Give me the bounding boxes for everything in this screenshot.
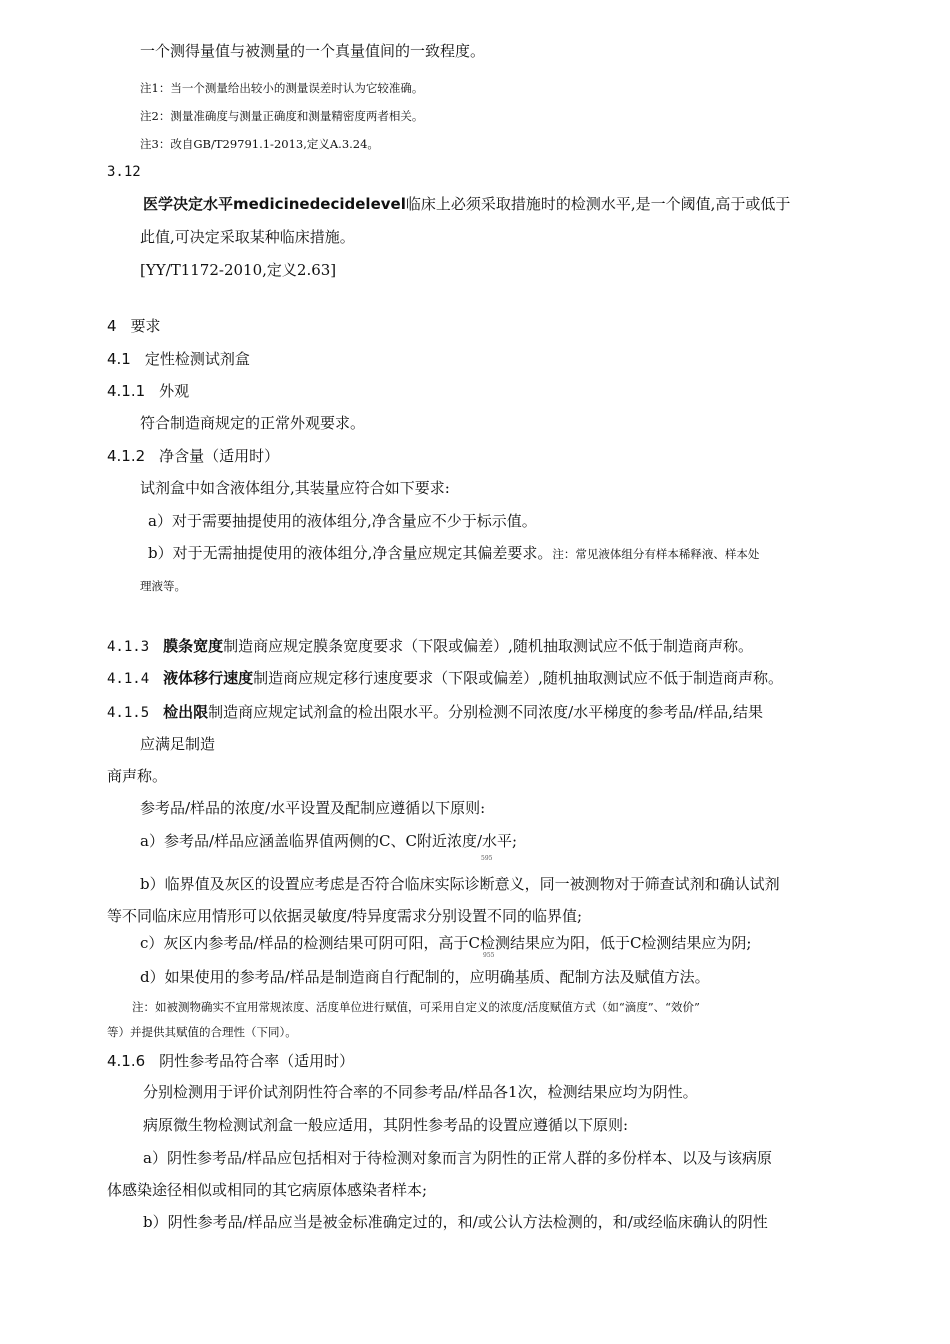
term-definition: 临床上必须采取措施时的检测水平,是一个阈值,高于或低于 (405, 195, 791, 213)
list-item-4-1-5-a: a）参考品/样品应涵盖临界值两侧的C、C附近浓度/水平; (140, 832, 518, 850)
paragraph-4-1-6-a: 分别检测用于评价试剂阴性符合率的不同参考品/样品各1次，检测结果应均为阴性。 (143, 1083, 698, 1101)
section-4-1-5-cont-1: 应满足制造 (140, 735, 216, 753)
list-item-4-1-5-b: b）临界值及灰区的设置应考虑是否符合临床实际诊断意义，同一被测物对于筛查试剂和确认试剂 (140, 875, 780, 893)
list-item-4-1-2-a: a）对于需要抽提使用的液体组分,净含量应不少于标示值。 (148, 512, 537, 530)
term-3-12-line1 (143, 194, 790, 214)
section-number-3-12: 3.12 (107, 164, 141, 180)
paragraph-4-1-1: 符合制造商规定的正常外观要求。 (140, 414, 366, 432)
subscript-955: 955 (483, 952, 495, 959)
definition-line: 一个测得量值与被测量的一个真量值间的一致程度。 (140, 42, 486, 60)
list-item-4-1-5-c: c）灰区内参考品/样品的检测结果可阴可阳，高于C检测结果应为阳，低于C检测结果应为阴; (140, 934, 752, 952)
inline-note: 注：常见液体组分有样本稀释液、样本处 (552, 547, 760, 561)
list-item-4-1-2-b: b）对于无需抽提使用的液体组分,净含量应规定其偏差要求。注：常见液体组分有样本稀释液、样本处 (148, 544, 760, 562)
list-item-4-1-6-a: a）阴性参考品/样品应包括相对于待检测对象而言为阴性的正常人群的多份样本、以及与该病原 (143, 1149, 773, 1167)
section-4-1-5-cont-2: 商声称。 (107, 767, 168, 785)
note-1: 注1：当一个测量给出较小的测量误差时认为它较准确。 (140, 81, 424, 95)
list-item-4-1-6-a-cont: 体感染途径相似或相同的其它病原体感染者样本; (107, 1181, 428, 1199)
note-3: 注3：改自GB/T29791.1-2013,定义A.3.24。 (140, 137, 379, 151)
term-name: 医学决定水平medicinedecidelevel (143, 195, 406, 213)
section-4-1-5: 4.1.5 检出限制造商应规定试剂盒的检出限水平。分别检测不同浓度/水平梯度的参考品/样品,结果 (107, 703, 764, 721)
section-4-heading: 4 要求 (107, 317, 161, 335)
subscript-595: 595 (481, 855, 493, 862)
section-4-1-6-heading: 4.1.6 阴性参考品符合率（适用时） (107, 1052, 355, 1070)
note-4-1-5-cont: 等）并提供其赋值的合理性（下同）。 (107, 1025, 297, 1039)
section-4-1-1-heading: 4.1.1 外观 (107, 382, 190, 400)
list-item-4-1-6-b: b）阴性参考品/样品应当是被金标准确定过的，和/或公认方法检测的，和/或经临床确认的阴性 (143, 1213, 768, 1231)
paragraph-4-1-6-b: 病原微生物检测试剂盒一般应适用，其阴性参考品的设置应遵循以下原则: (143, 1116, 629, 1134)
list-item-4-1-5-b-cont: 等不同临床应用情形可以依据灵敏度/特异度需求分别设置不同的临界值; (107, 907, 583, 925)
section-4-1-2-heading: 4.1.2 净含量（适用时） (107, 447, 280, 465)
note-4-1-5: 注：如被测物确实不宜用常规浓度、活度单位进行赋值，可采用自定义的浓度/活度赋值方式（如“滴度”、“效价” (132, 1000, 700, 1014)
paragraph-principles: 参考品/样品的浓度/水平设置及配制应遵循以下原则: (140, 799, 486, 817)
list-item-4-1-5-d: d）如果使用的参考品/样品是制造商自行配制的，应明确基质、配制方法及赋值方法。 (140, 968, 710, 986)
inline-note-continued: 理液等。 (140, 579, 186, 593)
term-3-12-line2: 此值,可决定采取某种临床措施。 (140, 228, 355, 246)
section-4-1-4: 4.1.4 液体移行速度制造商应规定移行速度要求（下限或偏差）,随机抽取测试应不低于制造商声称。 (107, 669, 783, 687)
paragraph-4-1-2: 试剂盒中如含液体组分,其装量应符合如下要求: (140, 479, 450, 497)
section-4-1-heading: 4.1 定性检测试剂盒 (107, 350, 250, 368)
note-2: 注2：测量准确度与测量正确度和测量精密度两者相关。 (140, 109, 424, 123)
term-3-12-reference: [YY/T1172-2010,定义2.63] (140, 261, 337, 279)
section-4-1-3: 4.1.3 膜条宽度制造商应规定膜条宽度要求（下限或偏差）,随机抽取测试应不低于制造商声称。 (107, 637, 753, 655)
